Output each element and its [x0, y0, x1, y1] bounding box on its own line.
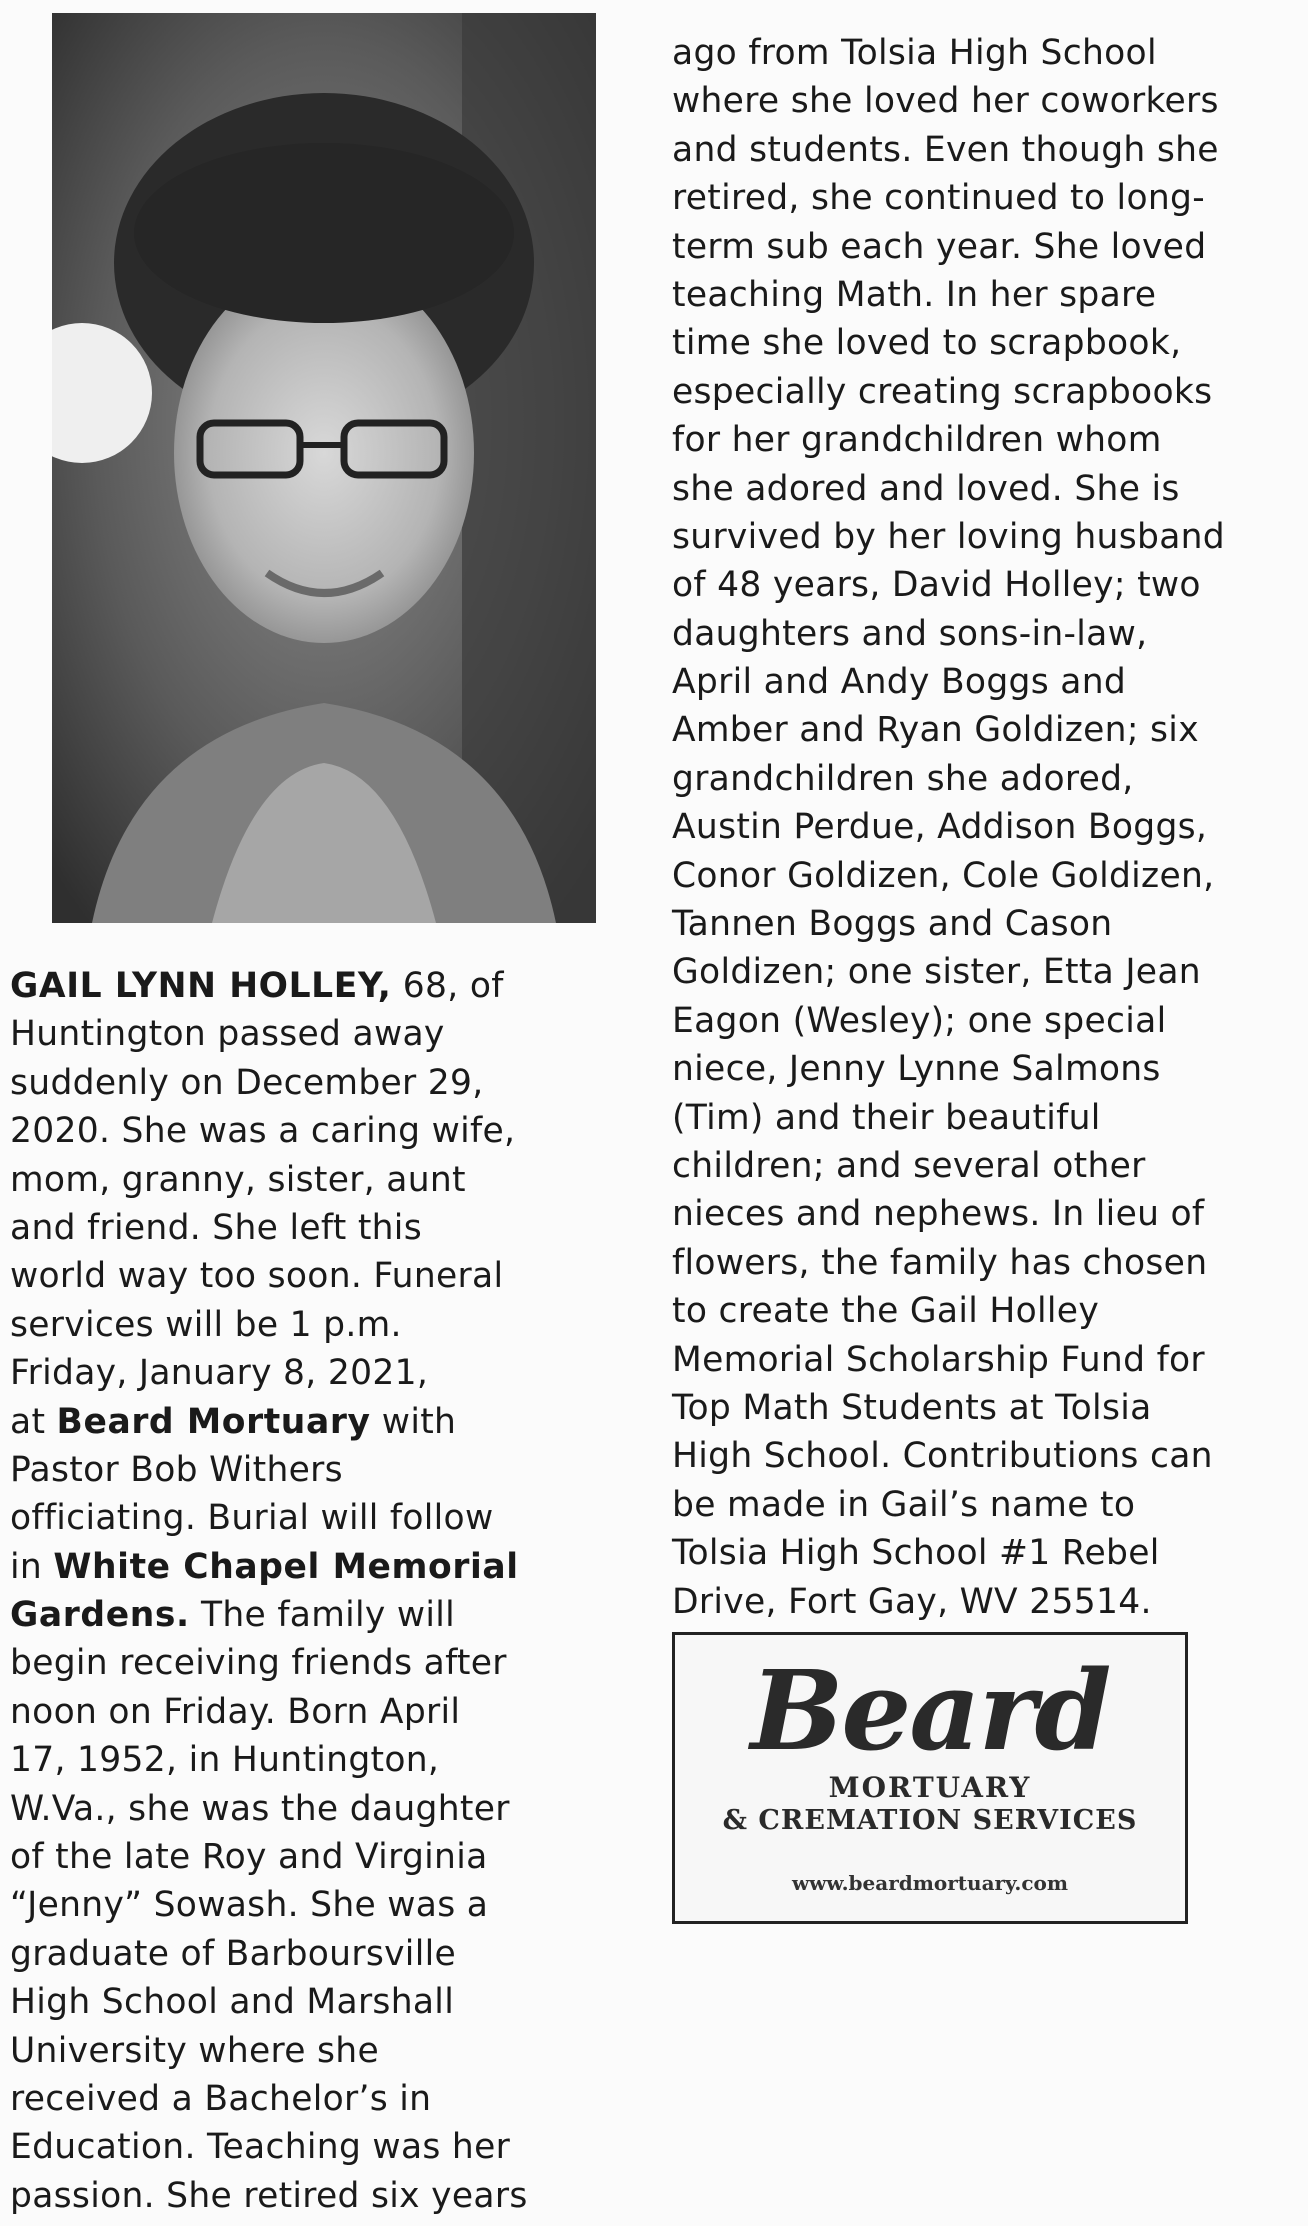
- text-line: of the late Roy and Virginia: [10, 1837, 488, 1878]
- text-line: Tannen Boggs and Cason: [672, 904, 1113, 945]
- text-line: graduate of Barboursville: [10, 1933, 456, 1974]
- text-line: 17, 1952, in Huntington,: [10, 1740, 440, 1781]
- text-segment: The family will: [189, 1595, 456, 1636]
- text-line: niece, Jenny Lynne Salmons: [672, 1049, 1161, 1090]
- text-line: mom, granny, sister, aunt: [10, 1159, 466, 1200]
- text-line: Memorial Scholarship Fund for: [672, 1339, 1205, 1380]
- text-line: Top Math Students at Tolsia: [672, 1387, 1152, 1428]
- text-line: time she loved to scrapbook,: [672, 323, 1182, 364]
- text-line: [10, 1398, 610, 1446]
- text-line: teaching Math. In her spare: [672, 274, 1157, 315]
- text-line: officiating. Burial will follow: [10, 1498, 494, 1539]
- logo-line-cremation: & CREMATION SERVICES: [722, 1805, 1138, 1836]
- text-segment: with: [370, 1401, 457, 1442]
- cemetery-name: White Chapel Memorial: [53, 1546, 519, 1587]
- text-line: W.Va., she was the daughter: [10, 1788, 510, 1829]
- text-line: where she loved her coworkers: [672, 81, 1219, 122]
- text-line: April and Andy Boggs and: [672, 662, 1127, 703]
- text-line: Eagon (Wesley); one special: [672, 1000, 1167, 1041]
- text-line: services will be 1 p.m.: [10, 1304, 402, 1345]
- text-line: Amber and Ryan Goldizen; six: [672, 710, 1199, 751]
- mortuary-name: Beard Mortuary: [56, 1401, 371, 1442]
- text-line: flowers, the family has chosen: [672, 1242, 1208, 1283]
- deceased-name: GAIL LYNN HOLLEY,: [10, 966, 392, 1006]
- text-line: for her grandchildren whom: [672, 420, 1162, 461]
- text-line: and students. Even though she: [672, 129, 1219, 170]
- text-line: of 48 years, David Holley; two: [672, 565, 1201, 606]
- text-segment: at: [10, 1401, 57, 1442]
- text-line: to create the Gail Holley: [672, 1291, 1100, 1332]
- text-line: Tolsia High School #1 Rebel: [672, 1533, 1160, 1574]
- logo-script-text: Beard: [750, 1646, 1110, 1775]
- text-segment: 68, of: [391, 966, 504, 1006]
- text-line: Huntington passed away: [10, 1014, 445, 1055]
- text-line: noon on Friday. Born April: [10, 1691, 461, 1732]
- text-line: be made in Gail’s name to: [672, 1484, 1136, 1525]
- cemetery-name-cont: Gardens.: [10, 1595, 190, 1636]
- mortuary-logo: [672, 1632, 1188, 1924]
- text-line: Friday, January 8, 2021,: [10, 1353, 429, 1394]
- text-line: retired, she continued to long-: [672, 178, 1205, 219]
- text-line: begin receiving friends after: [10, 1643, 507, 1684]
- text-line: “Jenny” Sowash. She was a: [10, 1885, 489, 1926]
- text-line: suddenly on December 29,: [10, 1062, 484, 1103]
- text-line: University where she: [10, 2030, 379, 2071]
- portrait-illustration: [52, 13, 596, 923]
- text-segment: in: [10, 1546, 54, 1587]
- text-line: High School and Marshall: [10, 1982, 455, 2023]
- text-line: she adored and loved. She is: [672, 468, 1180, 509]
- text-line: [10, 1591, 610, 1639]
- obituary-text-right-column: [672, 29, 1302, 1626]
- portrait-photo: [52, 13, 596, 923]
- text-line: nieces and nephews. In lieu of: [672, 1194, 1205, 1235]
- text-line: received a Bachelor’s in: [10, 2078, 432, 2119]
- text-line: [10, 1543, 610, 1591]
- text-line: (Tim) and their beautiful: [672, 1097, 1101, 1138]
- text-line: ago from Tolsia High School: [672, 33, 1157, 73]
- text-line: survived by her loving husband: [672, 516, 1225, 557]
- text-line: Drive, Fort Gay, WV 25514.: [672, 1581, 1152, 1622]
- text-line: grandchildren she adored,: [672, 758, 1134, 799]
- text-line: High School. Contributions can: [672, 1436, 1213, 1477]
- text-line: term sub each year. She loved: [672, 226, 1207, 267]
- text-line: daughters and sons-in-law,: [672, 613, 1148, 654]
- text-line: Conor Goldizen, Cole Goldizen,: [672, 855, 1215, 896]
- logo-website: www.beardmortuary.com: [791, 1871, 1069, 1895]
- text-line: Austin Perdue, Addison Boggs,: [672, 807, 1208, 848]
- logo-line-mortuary: MORTUARY: [828, 1771, 1032, 1804]
- text-line: passion. She retired six years: [10, 2175, 528, 2216]
- text-line: 2020. She was a caring wife,: [10, 1111, 516, 1152]
- text-line: Pastor Bob Withers: [10, 1449, 343, 1490]
- text-line: Goldizen; one sister, Etta Jean: [672, 952, 1201, 993]
- obituary-text-left-column: [10, 962, 610, 2220]
- text-line: [10, 962, 610, 1010]
- text-line: Education. Teaching was her: [10, 2127, 511, 2168]
- text-line: children; and several other: [672, 1145, 1146, 1186]
- text-line: world way too soon. Funeral: [10, 1256, 504, 1297]
- text-line: especially creating scrapbooks: [672, 371, 1213, 412]
- text-line: and friend. She left this: [10, 1207, 422, 1248]
